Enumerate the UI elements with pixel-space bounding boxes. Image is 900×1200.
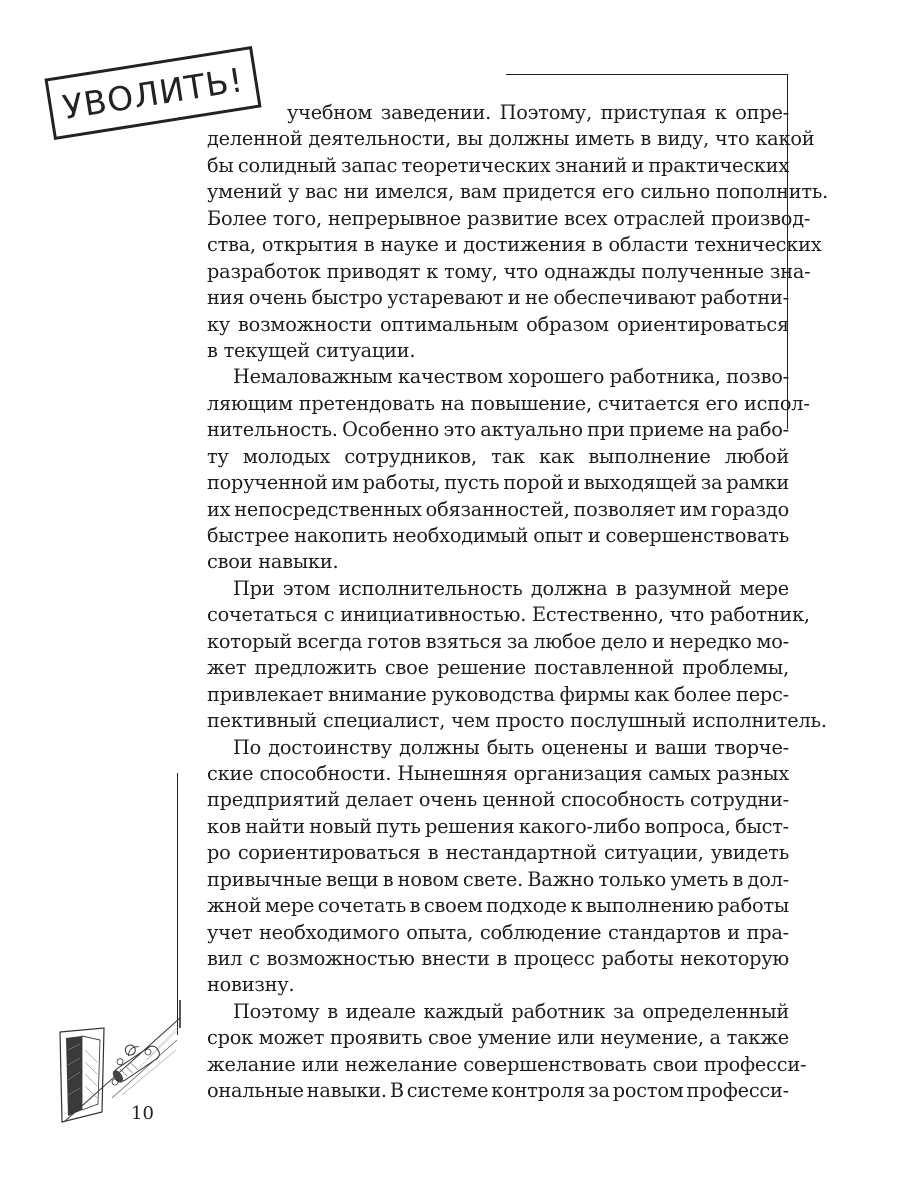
text-line: Более того, непрерывное развитие всех отраслей производ- [207,206,811,230]
text-line: предприятий делает очень ценной способность сотрудни- [207,788,789,812]
paragraph [207,999,807,1105]
text-line: порученной им работы, пусть порой и выходящей за рамки [207,471,789,495]
text-line: нительность. Особенно это актуально при приеме на рабо- [207,418,789,442]
decorative-frame-top-line [506,74,788,75]
text-line: разработок приводят к тому, что однажды полученные зна- [207,259,811,283]
text-line: ства, открытия в науке и достижения в области технических [207,233,822,257]
text-line: который всегда готов взяться за любое дело и нередко мо- [207,629,789,653]
page-number: 10 [131,1103,154,1124]
text-line: ляющим претендовать на повышение, считается его испол- [207,391,810,415]
text-line: Поэтому в идеале каждый работник за определенный [233,999,789,1023]
text-line: жет предложить свое решение поставленной проблемы, [207,656,789,680]
door-worker-sliding-icon [52,1000,182,1125]
text-line: быстрее накопить необходимый опыт и совершенствовать [207,524,790,547]
text-line: ту молодых сотрудников, так как выполнение любой [207,444,789,468]
text-line: вил с возможностью внести в процесс работы некоторую [207,947,789,970]
text-line: ро сориентироваться в нестандартной ситуации, увидеть [207,841,789,865]
text-line: ские способности. Нынешняя организация самых разных [207,761,789,785]
text-line: умений у вас ни имелся, вам придется его сильно пополнить. [207,180,829,204]
text-line: учет необходимого опыта, соблюдение стандартов и пра- [207,920,789,944]
text-line: пективный специалист, чем просто послушный исполнитель. [207,709,827,733]
text-line: новизну. [207,973,295,997]
text-line: ков найти новый путь решения какого-либо вопроса, быст- [207,814,789,838]
text-line: При этом исполнительность должна в разумной мере [233,576,789,600]
decorative-frame-left-line [177,773,178,1035]
text-line: ку возможности оптимальным образом ориентироваться [207,312,789,336]
text-line: ональные навыки. В системе контроля за ростом професси- [207,1079,789,1103]
text-line: По достоинству должны быть оценены и ваши творче- [233,735,789,759]
text-line: в текущей ситуации. [207,338,416,362]
text-line: их непосредственных обязанностей, позволяет им гораздо [207,497,789,521]
paragraph [207,576,827,735]
text-line: привычные вещи в новом свете. Важно только уметь в дол- [207,867,789,891]
text-line: жной мере сочетать в своем подходе к выполнению работы [207,894,789,918]
text-line: учебном заведении. Поэтому, приступая к опре- [287,101,789,124]
body-text [207,100,829,1105]
text-line: ния очень быстро устаревают и не обеспечивают работни- [207,286,789,310]
text-line: срок может проявить свое умение или неумение, а также [207,1026,789,1050]
text-line: свои навыки. [207,550,339,574]
paragraph [207,364,810,576]
stamp-text: УВОЛИТЬ! [59,59,247,127]
text-line: привлекает внимание руководства фирмы как более перс- [207,682,789,706]
paragraph [207,100,829,364]
paragraph [207,735,789,999]
text-line: желание или нежелание совершенствовать свои професси- [207,1052,807,1076]
text-line: бы солидный запас теоретических знаний и практических [207,153,789,177]
text-line: сочетаться с инициативностью. Естественно, что работник, [207,603,810,627]
text-line: деленной деятельности, вы должны иметь в виду, что какой [207,127,815,151]
text-line: Немаловажным качеством хорошего работника, позво- [233,365,789,389]
